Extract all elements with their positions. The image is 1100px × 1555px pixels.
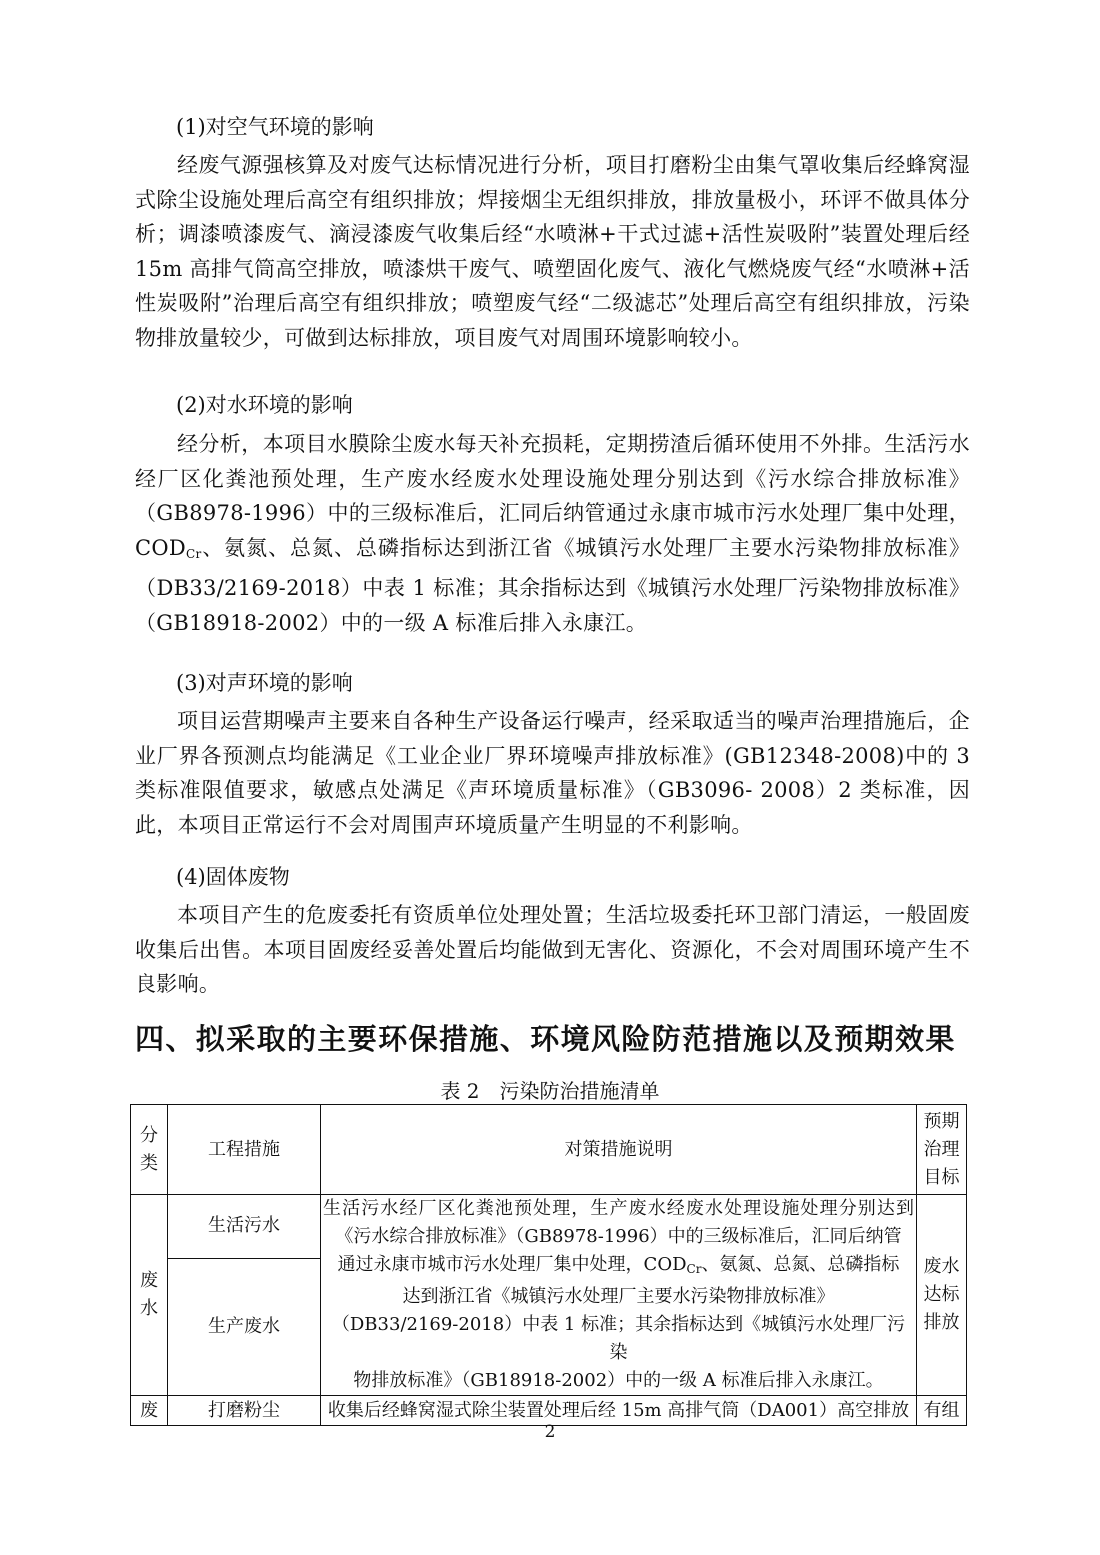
desc-line: （DB33/2169-2018）中表 1 标准；其余指标达到《城镇污水处理厂污染 — [331, 1314, 906, 1363]
measure-production: 生产废水 — [168, 1258, 321, 1395]
section-solid-title: (4)固体废物 — [176, 865, 290, 889]
waste-gas-measure: 打磨粉尘 — [168, 1396, 321, 1426]
desc-line: 《污水综合排放标准》（GB8978-1996）中的三级标准后，汇同后纳管 — [335, 1226, 902, 1247]
waste-gas-description: 收集后经蜂窝湿式除尘装置处理后经 15m 高排气筒（DA001）高空排放 — [321, 1396, 917, 1426]
desc-line-part: 、氨氮、总氮、总磷指标 — [701, 1254, 900, 1275]
section-water-title: (2)对水环境的影响 — [176, 393, 353, 417]
header-measure: 工程措施 — [168, 1105, 321, 1195]
table-caption: 表 2 污染防治措施清单 — [440, 1079, 660, 1103]
wastewater-goal: 废水达标排放 — [917, 1195, 967, 1396]
table-row — [131, 1195, 967, 1259]
waste-gas-category: 废 — [131, 1396, 168, 1426]
page-number: 2 — [544, 1422, 556, 1442]
desc-line-part: 通过永康市城市污水处理厂集中处理，COD — [337, 1254, 687, 1275]
section-noise-body: 项目运营期噪声主要来自各种生产设备运行噪声，经采取适当的噪声治理措施后，企业厂界各预测点均能满足《工业企业厂界环境噪声排放标准》(GB12348-2008)中的 3 类标准限值要求，敏感点处满足《声环境质量标准》（GB3096- 2008）2 类标准，因此，本项目正常运行不会对周围声环境质量产生明显的不利影响。 — [135, 709, 970, 837]
table-header-row — [131, 1105, 967, 1195]
section-air-title: (1)对空气环境的影响 — [176, 115, 374, 139]
table-row — [131, 1396, 967, 1426]
water-body-part1: 经分析，本项目水膜除尘废水每天补充损耗，定期捞渣后循环使用不外排。生活污水经厂区化粪池预处理，生产废水经废水处理设施处理分别达到《污水综合排放标准》（GB8978-1996）中的三级标准后，汇同后纳管通过永康市城市污水处理厂集中处理，COD — [135, 432, 970, 560]
header-description: 对策措施说明 — [321, 1105, 917, 1195]
desc-subscript: Cr — [686, 1262, 702, 1276]
section-noise-title: (3)对声环境的影响 — [176, 671, 353, 695]
desc-line: 生活污水经厂区化粪池预处理，生产废水经废水处理设施处理分别达到 — [323, 1198, 914, 1219]
section-solid-body: 本项目产生的危废委托有资质单位处理处置；生活垃圾委托环卫部门清运，一般固废收集后出售。本项目固废经妥善处置后均能做到无害化、资源化，不会对周围环境产生不良影响。 — [135, 903, 970, 996]
desc-line: 达到浙江省《城镇污水处理厂主要水污染物排放标准》 — [402, 1286, 835, 1307]
header-goal: 预期治理目标 — [917, 1105, 967, 1195]
desc-line — [323, 1251, 914, 1283]
desc-line: 物排放标准》（GB18918-2002）中的一级 A 标准后排入永康江。 — [353, 1370, 884, 1391]
wastewater-description — [321, 1195, 917, 1396]
measure-domestic: 生活污水 — [168, 1195, 321, 1259]
measures-table — [130, 1104, 967, 1426]
waste-gas-goal: 有组 — [917, 1396, 967, 1426]
header-category: 分类 — [131, 1105, 168, 1195]
section-air-body: 经废气源强核算及对废气达标情况进行分析，项目打磨粉尘由集气罩收集后经蜂窝湿式除尘设施处理后高空有组织排放；焊接烟尘无组织排放，排放量极小，环评不做具体分析；调漆喷漆废气、滴浸漆废气收集后经“水喷淋+干式过滤+活性炭吸附”装置处理后经 15m 高排气筒高空排放，喷漆烘干废气、喷塑固化废气、液化气燃烧废气经“水喷淋+活性炭吸附”治理后高空有组织排放；喷塑废气经“二级滤芯”处理后高空有组织排放，污染物排放量较少，可做到达标排放，项目废气对周围环境影响较小。 — [135, 153, 970, 350]
wastewater-category: 废水 — [131, 1195, 168, 1396]
section-water-body — [135, 427, 970, 640]
water-body-part2: 、氨氮、总氮、总磷指标达到浙江省《城镇污水处理厂主要水污染物排放标准》（DB33/2169-2018）中表 1 标准；其余指标达到《城镇污水处理厂污染物排放标准》（GB18918-2002）中的一级 A 标准后排入永康江。 — [135, 535, 970, 635]
section-heading: 四、拟采取的主要环保措施、环境风险防范措施以及预期效果 — [135, 1022, 956, 1056]
water-body-subscript: Cr — [186, 546, 202, 561]
